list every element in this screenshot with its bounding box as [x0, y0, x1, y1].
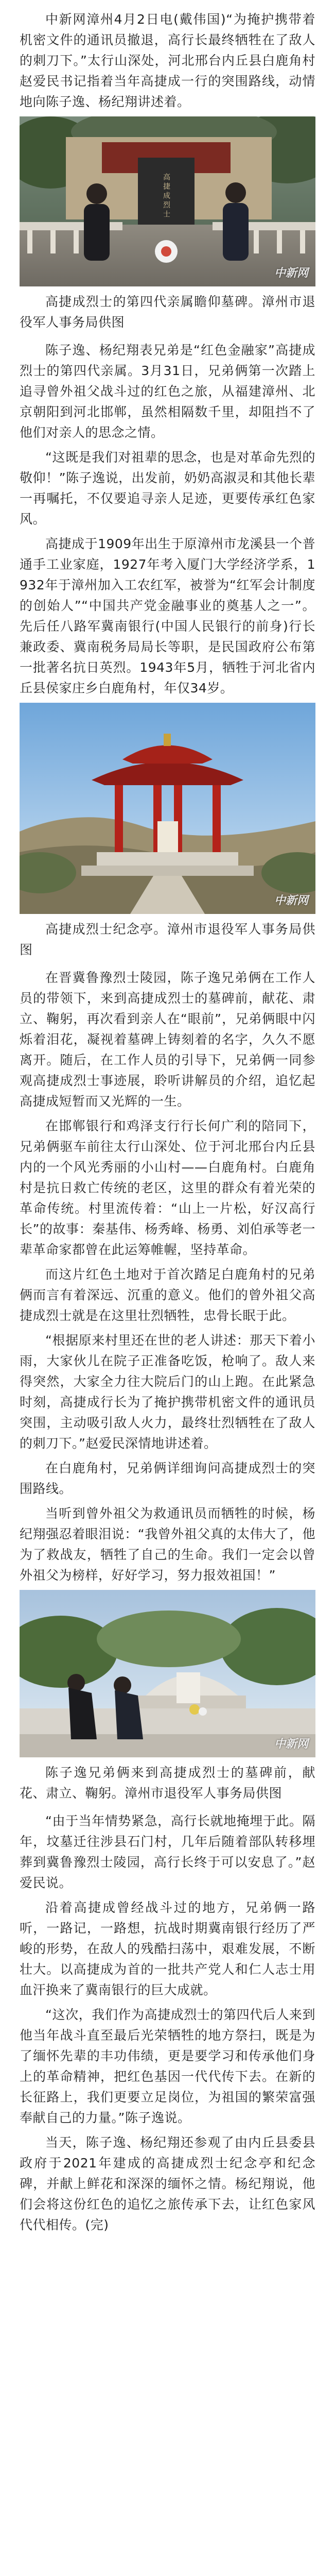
- memorial-pavilion-scene: [20, 703, 315, 914]
- caption-photo-2: 高捷成烈士纪念亭。漳州市退役军人事务局供图: [20, 922, 315, 957]
- paragraph-7: 而这片红色土地对于首次踏足白鹿角村的兄弟俩而言有着深远、沉重的意义。他们的曾外祖父高捷成烈士就是在这里壮烈牺牲，忠骨长眠于此。: [20, 1267, 315, 1323]
- article: [20, 9, 315, 2240]
- photo-tomb-tribute: [20, 1590, 315, 1757]
- paragraph-13: “这次，我们作为高捷成烈士的第四代后人来到他当年战斗直至最后光荣牺牲的地方祭扫，既是为了缅怀先辈的丰功伟绩，更是要学习和传承他们身上的革命精神，把红色基因一代代传下去。在新的长征路上，我们更要立足岗位，为祖国的繁荣富强奉献自己的力量。”陈子逸说。: [20, 2007, 315, 2125]
- photo-memorial-stele: [20, 116, 315, 286]
- caption-photo-1: 高捷成烈士的第四代亲属瞻仰墓碑。漳州市退役军人事务局供图: [20, 294, 315, 330]
- watermark-logo: 中新网: [274, 1737, 308, 1751]
- paragraph-14: 当天，陈子逸、杨纪翔还参观了由内丘县委县政府于2021年建成的高捷成烈士纪念亭和纪念碑，并献上鲜花和深深的缅怀之情。杨纪翔说，他们会将这份红色的追忆之旅传承下去，让红色家风代代相传。(完): [20, 2135, 315, 2232]
- paragraph-10: 当听到曾外祖父为救通讯员而牺牲的时候，杨纪翔强忍着眼泪说：“我曾外祖父真的太伟大了，他为了救战友，牺牲了自己的生命。我们一定会以曾外祖父为榜样，好好学习，努力报效祖国！”: [20, 1506, 315, 1583]
- person-left: [84, 183, 110, 261]
- memorial-stele-scene: [20, 116, 315, 286]
- photo-memorial-pavilion: [20, 703, 315, 914]
- paragraph-5: 在晋冀鲁豫烈士陵园，陈子逸兄弟俩在工作人员的带领下，来到高捷成烈士的墓碑前，献花、肃立、鞠躬，再次看到亲人在“眼前”，兄弟俩眼中闪烁着泪花，凝视着墓碑上铸刻着的名字，久久不愿离开。随后，在工作人员的引导下，兄弟俩一同参观高捷成烈士事迹展，聆听讲解员的介绍，追忆起高捷成短暂而又光辉的一生。: [20, 970, 315, 1109]
- watermark-logo: 中新网: [274, 266, 308, 280]
- paragraph-12: 沿着高捷成曾经战斗过的地方，兄弟俩一路听，一路记，一路想，抗战时期冀南银行经历了严峻的形势，在敌人的残酷扫荡中，艰难发展，不断壮大。以高捷成为首的一批共产党人和仁人志士用血汗换来了冀南银行的巨大成就。: [20, 1900, 315, 1997]
- tomb-tribute-scene: [20, 1590, 315, 1757]
- watermark-logo: 中新网: [274, 894, 308, 907]
- paragraph-2: 陈子逸、杨纪翔表兄弟是“红色金融家”高捷成烈士的第四代亲属。3月31日，兄弟俩第一次踏上追寻曾外祖父战斗过的红色之旅，从福建漳州、北京朝阳到河北邯郸，虽然相隔数千里，却阻挡不了他们对亲人的思念之情。: [20, 343, 315, 440]
- paragraph-4: 高捷成于1909年出生于原漳州市龙溪县一个普通手工业家庭，1927年考入厦门大学经济学系，1932年于漳州加入工农红军，被誉为“红军会计制度的创始人”“中国共产党金融事业的奠基人之一”。先后任八路军冀南银行(中国人民银行的前身)行长兼政委、冀南税务局局长等职，是民国政府公布第一批著名抗日英烈。1943年5月，牺牲于河北省内丘县侯家庄乡白鹿角村，年仅34岁。: [20, 536, 315, 696]
- stele-inscription: 高捷成烈士: [162, 173, 170, 219]
- caption-photo-3: 陈子逸兄弟俩来到高捷成烈士的墓碑前，献花、肃立、鞠躬。漳州市退役军人事务局供图: [20, 1765, 315, 1801]
- paragraph-11: “由于当年情势紧急，高行长就地掩埋于此。隔年，坟墓迁往涉县石门村，几年后随着部队转移埋葬到冀鲁豫烈士陵园，高行长终于可以安息了。”赵爱民说。: [20, 1814, 315, 1890]
- paragraph-intro: 中新网漳州4月2日电(戴伟国)“为掩护携带着机密文件的通讯员撤退，高行长最终牺牲在了敌人的刺刀下。”太行山深处，河北邢台内丘县白鹿角村赵爱民书记指着当年高捷成一行的突围路线，动情地向陈子逸、杨纪翔讲述着。: [20, 12, 315, 109]
- paragraph-9: 在白鹿角村，兄弟俩详细询问高捷成烈士的突围路线。: [20, 1461, 315, 1496]
- person-right: [223, 182, 249, 261]
- paragraph-6: 在邯郸银行和鸡泽支行行长何广利的陪同下，兄弟俩驱车前往太行山深处、位于河北邢台内丘县内的一个风光秀丽的小山村——白鹿角村。白鹿角村是抗日救亡传统的老区，这里的群众有着光荣的革命传统。村里流传着：“山上一片松，好汉高行长”的故事：秦基伟、杨秀峰、杨勇、刘伯承等老一辈革命家都曾在此运筹帷幄，坚持革命。: [20, 1118, 315, 1257]
- paragraph-8: “根据原来村里还在世的老人讲述：那天下着小雨，大家伙儿在院子正准备吃饭，枪响了。敌人来得突然，大家全力往大院后门的山上跑。在此紧急时刻，高捷成行长为了掩护携带机密文件的通讯员突围，主动吸引敌人火力，最终壮烈牺牲在了敌人的刺刀下。”赵爱民深情地讲述着。: [20, 1333, 315, 1451]
- paragraph-3: “这既是我们对祖辈的思念，也是对革命先烈的敬仰！”陈子逸说，出发前，奶奶高淑灵和其他长辈一再嘱托，不仅要追寻亲人足迹，更要传承红色家风。: [20, 450, 315, 527]
